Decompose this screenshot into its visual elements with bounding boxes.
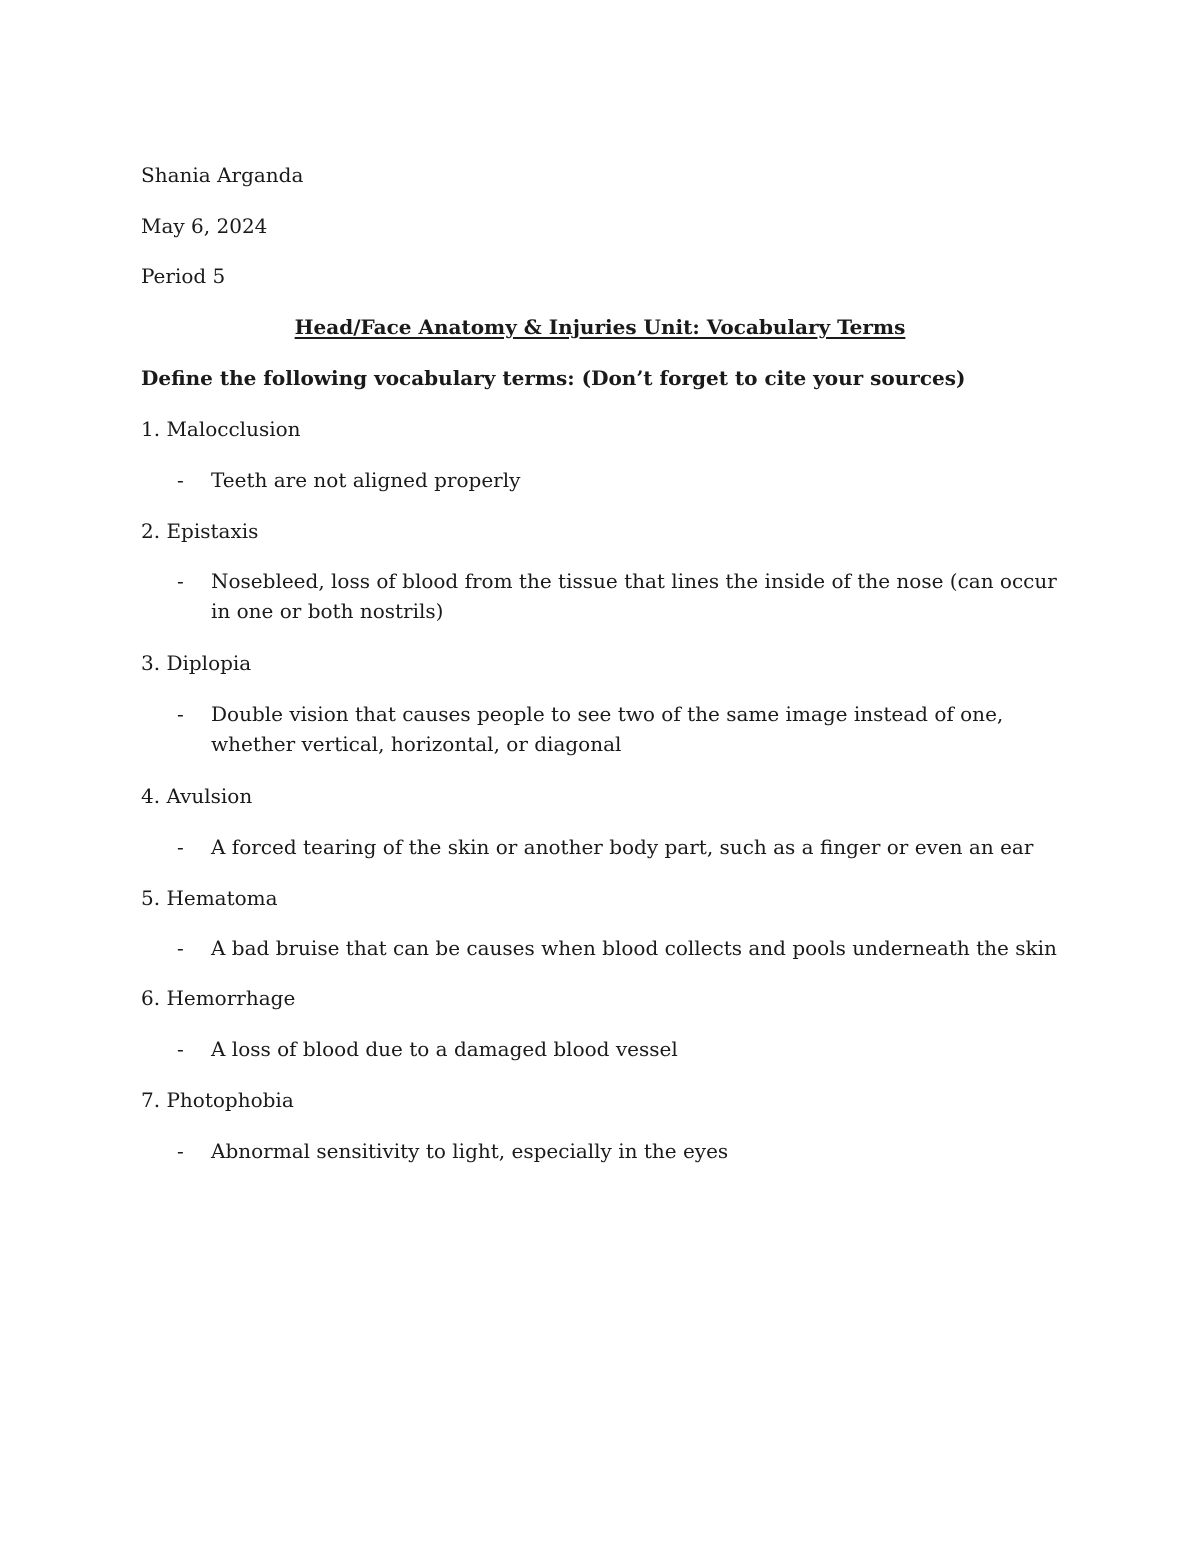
term-label: 1. Malocclusion: [141, 417, 301, 441]
term-definition: [141, 566, 1071, 626]
term-label: 3. Diplopia: [141, 651, 252, 675]
definition-text: A bad bruise that can be causes when blood collects and pools underneath the skin: [211, 936, 1057, 960]
term-label: 5. Hematoma: [141, 886, 278, 910]
dash-bullet: -: [177, 1139, 184, 1163]
page-title: Head/Face Anatomy & Injuries Unit: Vocabulary Terms: [294, 315, 906, 339]
dash-bullet: -: [177, 936, 184, 960]
definition-text: Double vision that causes people to see two of the same image instead of one, whether vertical, horizontal, or diagonal: [211, 702, 1004, 756]
dash-bullet: -: [177, 702, 184, 726]
definition-text: Nosebleed, loss of blood from the tissue that lines the inside of the nose (can occur in one or both nostrils): [211, 569, 1057, 623]
dash-bullet: -: [177, 468, 184, 492]
term-label: 6. Hemorrhage: [141, 986, 296, 1010]
definition-text: A loss of blood due to a damaged blood vessel: [211, 1037, 678, 1061]
term-definition: [141, 1136, 1071, 1166]
term-definition: [141, 933, 1071, 963]
definition-text: A forced tearing of the skin or another body part, such as a finger or even an ear: [211, 835, 1034, 859]
term-definition: [141, 465, 1071, 495]
term-label: 7. Photophobia: [141, 1088, 294, 1112]
date: May 6, 2024: [141, 214, 268, 238]
term-definition: [141, 1034, 1071, 1064]
definition-text: Teeth are not aligned properly: [211, 468, 521, 492]
dash-bullet: -: [177, 569, 184, 593]
class-period: Period 5: [141, 264, 226, 288]
term-definition: [141, 699, 1071, 759]
term-label: 2. Epistaxis: [141, 519, 259, 543]
student-name: Shania Arganda: [141, 163, 304, 187]
dash-bullet: -: [177, 835, 184, 859]
instructions: Define the following vocabulary terms: (Don’t forget to cite your sources): [141, 366, 966, 390]
term-definition: [141, 832, 1071, 862]
dash-bullet: -: [177, 1037, 184, 1061]
definition-text: Abnormal sensitivity to light, especially in the eyes: [211, 1139, 729, 1163]
term-label: 4. Avulsion: [141, 784, 253, 808]
